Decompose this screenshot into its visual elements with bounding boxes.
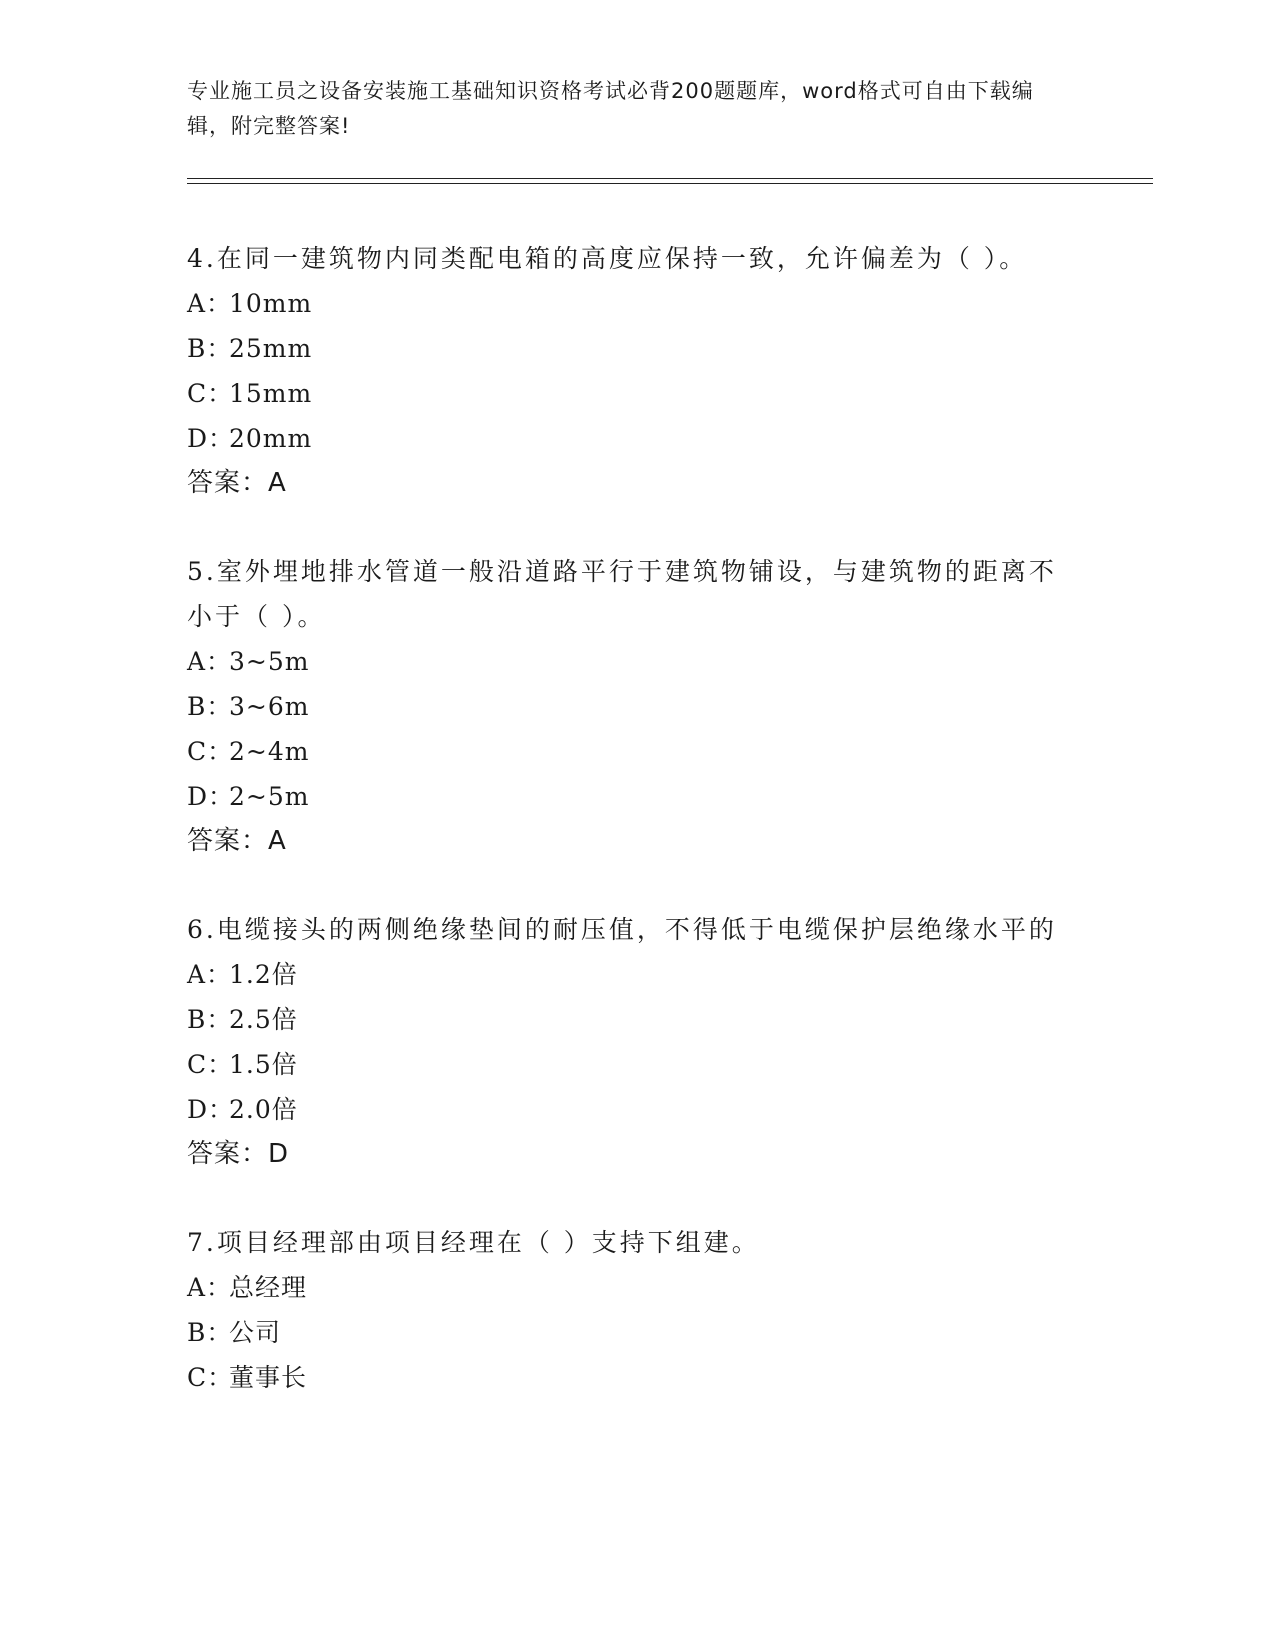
option-a bbox=[187, 1265, 1067, 1310]
option-text: 20mm bbox=[229, 424, 313, 453]
option-text: 1.5倍 bbox=[229, 1050, 298, 1079]
option-key: D： bbox=[187, 1095, 235, 1124]
header-divider bbox=[187, 178, 1153, 184]
answer-line: 答案：A bbox=[187, 826, 287, 856]
answer-line: 答案：D bbox=[187, 1139, 290, 1169]
option-text: 1.2倍 bbox=[229, 960, 298, 989]
option-text: 2~4m bbox=[229, 737, 310, 766]
option-text: 15mm bbox=[229, 379, 313, 408]
option-text: 公司 bbox=[229, 1318, 282, 1347]
option-b bbox=[187, 997, 1067, 1042]
option-key: D： bbox=[187, 424, 235, 453]
question-stem: 6.电缆接头的两侧绝缘垫间的耐压值，不得低于电缆保护层绝缘水平的 bbox=[187, 915, 1057, 944]
option-key: B： bbox=[187, 692, 233, 721]
answer-line: 答案：A bbox=[187, 468, 287, 498]
option-key: A： bbox=[187, 960, 233, 989]
option-b bbox=[187, 684, 1067, 729]
document-header: 专业施工员之设备安装施工基础知识资格考试必背200题题库，word格式可自由下载编辑，附完整答案! bbox=[187, 79, 1034, 138]
option-key: C： bbox=[187, 1363, 234, 1392]
question-stem: 7.项目经理部由项目经理在（ ）支持下组建。 bbox=[187, 1228, 760, 1257]
option-b bbox=[187, 1310, 1067, 1355]
option-key: C： bbox=[187, 379, 234, 408]
question-stem: 5.室外埋地排水管道一般沿道路平行于建筑物铺设，与建筑物的距离不小于（ ）。 bbox=[187, 557, 1057, 631]
option-key: A： bbox=[187, 289, 233, 318]
option-text: 2.0倍 bbox=[229, 1095, 298, 1124]
option-d bbox=[187, 774, 1067, 819]
option-a bbox=[187, 952, 1067, 997]
option-text: 总经理 bbox=[229, 1273, 308, 1302]
option-d bbox=[187, 1087, 1067, 1132]
option-key: A： bbox=[187, 1273, 233, 1302]
option-key: C： bbox=[187, 1050, 234, 1079]
question-7 bbox=[187, 1220, 1067, 1400]
option-key: C： bbox=[187, 737, 234, 766]
option-text: 2.5倍 bbox=[229, 1005, 298, 1034]
question-stem: 4.在同一建筑物内同类配电箱的高度应保持一致，允许偏差为（ ）。 bbox=[187, 244, 1028, 273]
question-5 bbox=[187, 549, 1067, 864]
option-a bbox=[187, 281, 1067, 326]
option-key: B： bbox=[187, 334, 233, 363]
option-text: 董事长 bbox=[229, 1363, 308, 1392]
option-key: B： bbox=[187, 1318, 233, 1347]
option-text: 3~5m bbox=[229, 647, 310, 676]
option-c bbox=[187, 1355, 1067, 1400]
option-text: 25mm bbox=[229, 334, 313, 363]
question-6 bbox=[187, 907, 1067, 1177]
question-4 bbox=[187, 236, 1067, 506]
option-key: D： bbox=[187, 782, 235, 811]
option-a bbox=[187, 639, 1067, 684]
option-c bbox=[187, 1042, 1067, 1087]
option-text: 3~6m bbox=[229, 692, 310, 721]
option-text: 10mm bbox=[229, 289, 313, 318]
option-d bbox=[187, 416, 1067, 461]
option-text: 2~5m bbox=[229, 782, 310, 811]
option-c bbox=[187, 371, 1067, 416]
option-key: A： bbox=[187, 647, 233, 676]
option-key: B： bbox=[187, 1005, 233, 1034]
option-b bbox=[187, 326, 1067, 371]
question-list bbox=[187, 236, 1067, 1443]
option-c bbox=[187, 729, 1067, 774]
